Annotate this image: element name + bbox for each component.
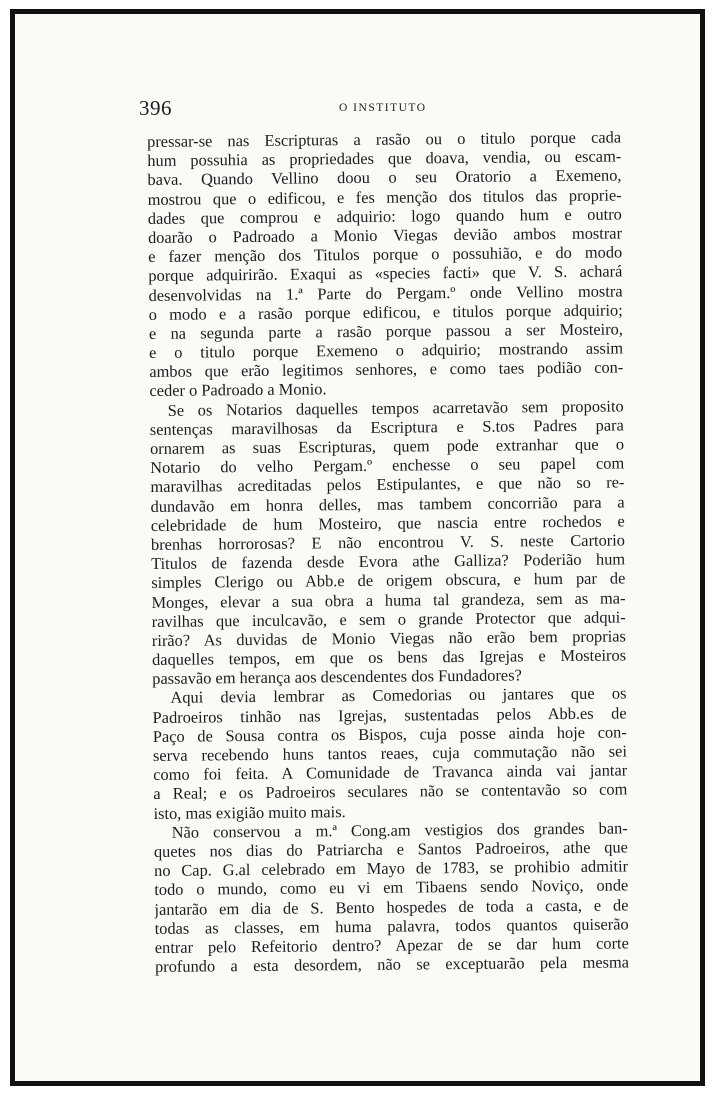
text-line: brenhas horrorosas? E não encontrou V. S. neste Cartorio [150, 530, 626, 554]
page-number: 396 [139, 96, 172, 120]
body-text [147, 127, 629, 976]
text-line: e na segunda parte a rasão porque passou a ser Mosteiro, [148, 319, 624, 343]
text-line: como foi feita. A Comunidade de Travanca ainda vai jantar [153, 760, 628, 785]
text-line: ornarem as suas Escripturas, quem pode extranhar que o [149, 434, 625, 458]
text-line: Não conservou a m.ª Cong.am vestigios dos grandes ban- [171, 818, 628, 842]
text-line: Notario do velho Pergam.º enchesse o seu papel com [150, 453, 625, 478]
text-line: dades que comprou e adquirio: logo quando hum e outro [147, 204, 622, 228]
text-line: Aqui devia lembrar as Comedorias ou jantares que os [170, 683, 627, 708]
text-line: Se os Notarios daquelles tempos acarretavão sem proposito [167, 396, 624, 420]
text-line: sentenças maravilhosas da Escriptura e S.tos Padres para [149, 415, 624, 439]
text-line: ravilhas que inculcavão, e sem o grande Protector que adqui- [151, 607, 626, 631]
text-line: mostrou que o edificou, e fes menção dos titulos das proprie- [147, 185, 622, 209]
text-line: ceder o Padroado a Monio. [149, 379, 327, 401]
text-line: todas as classes, em huma palavra, todos quantos quiserão [154, 914, 629, 938]
text-line: dundavão em honra delles, mas tambem concorrião para a [150, 491, 625, 516]
text-line: quetes nos dias do Patriarcha e Santos Padroeiros, athe que [153, 837, 628, 861]
text-line: porque adquirirão. Exaqui as «species facti» que V. S. achará [148, 261, 623, 286]
text-line: serva recebendo huns tantos reaes, cuja commutação não sei [152, 741, 628, 765]
text-line: entrar pelo Refeitorio dentro? Apezar de se dar hum corte [154, 933, 629, 957]
text-line: Titulos de fazenda desde Evora athe Galliza? Poderião hum [151, 549, 626, 574]
text-line: celebridade de hum Mosteiro, que nascia entre rochedos e [150, 511, 625, 535]
text-line: profundo a esta desordem, não se exceptuarão pela mesma [154, 952, 630, 977]
text-line: Padroeiros tinhão nas Igrejas, sustentadas pelos Abb.es de [152, 703, 627, 727]
running-head [139, 86, 634, 126]
text-line: bava. Quando Vellino doou o seu Oratorio a Exemeno, [147, 165, 622, 190]
journal-title: O INSTITUTO [339, 102, 427, 114]
text-line: pressar-se nas Escripturas a rasão ou o titulo porque cada [147, 127, 622, 151]
text-line: todo o mundo, como eu vi em Tibaens sendo Noviço, onde [154, 875, 629, 900]
text-line: desenvolvidas na 1.ª Parte do Pergam.º onde Vellino mostra [148, 280, 623, 305]
text-line: e o titulo porque Exemeno o adquirio; mostrando assim [149, 338, 624, 363]
text-line: simples Clerigo ou Abb.e de origem obscura, e hum par de [151, 568, 626, 593]
text-line: hum possuhia as propriedades que doava, vendia, ou escam- [147, 146, 622, 171]
text-line: o modo e a rasão porque edificou, e titulos porque adquirio; [148, 300, 623, 324]
text-line: ambos que erão legitimos senhores, e como taes podião con- [149, 357, 624, 382]
text-line: doarão o Padroado a Monio Viegas devião ambos mostrar [147, 223, 623, 247]
text-line: e fazer menção dos Titulos porque o possuhião, e do modo [148, 242, 623, 267]
text-line: jantarão em dia de S. Bento hospedes de toda a casta, e de [154, 894, 629, 919]
text-line: rirão? As duvidas de Monio Viegas não erão bem proprias [151, 626, 626, 650]
text-line: no Cap. G.al celebrado em Mayo de 1783, se prohibio admitir [153, 856, 629, 881]
text-line: Paço de Sousa contra os Bispos, cuja posse ainda hoje con- [152, 722, 627, 746]
book-page [139, 86, 634, 976]
text-line: isto, mas exigião muito mais. [153, 801, 346, 823]
text-line: a Real; e os Padroeiros seculares não se contentavão so com [153, 779, 628, 804]
text-line: Monges, elevar a sua obra a huma tal grandeza, sem as ma- [151, 587, 626, 612]
text-line: maravilhas acreditadas pelos Estipulantes, e que não so re- [150, 472, 625, 497]
text-line: daquelles tempos, em que os bens das Igrejas e Mosteiros [151, 645, 627, 670]
text-line: passavão em herança aos descendentes dos Fundadores? [152, 665, 522, 689]
